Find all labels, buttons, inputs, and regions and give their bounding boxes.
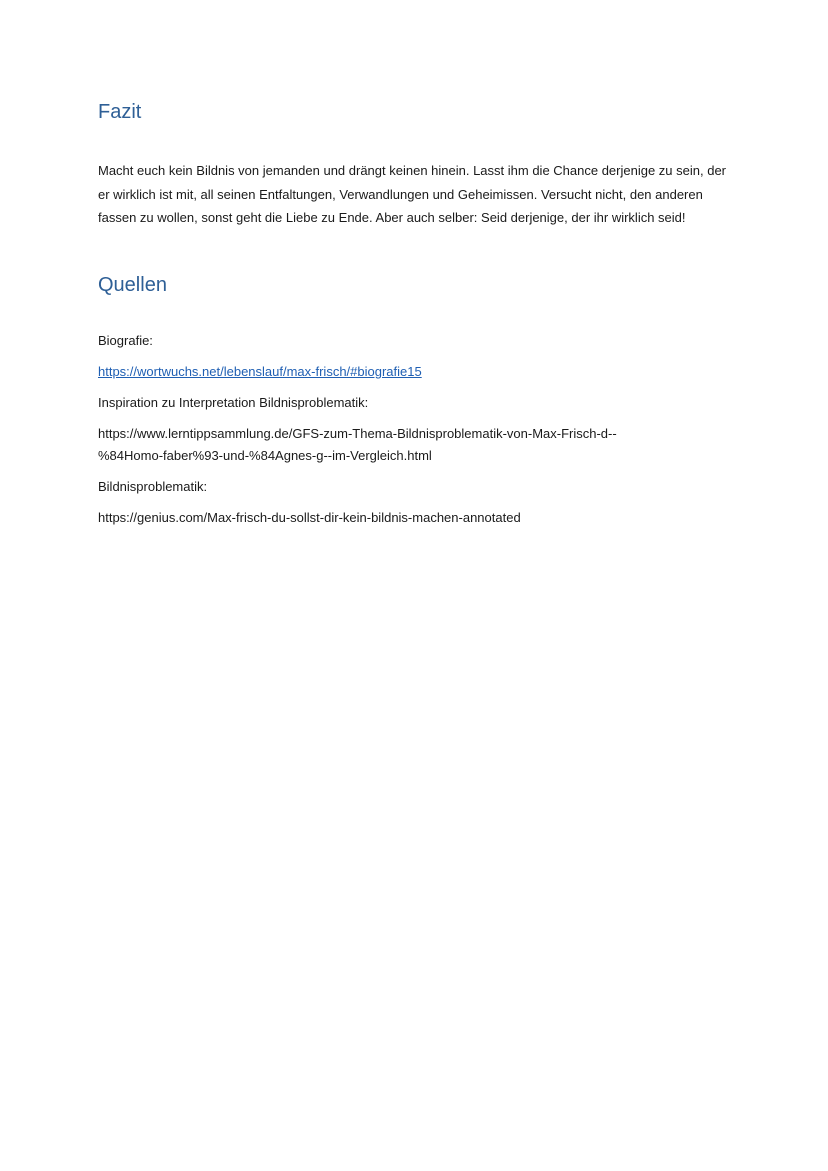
inspiration-url-line2: %84Homo-faber%93-und-%84Agnes-g--im-Vergleich.html xyxy=(98,447,432,463)
fazit-heading: Fazit xyxy=(98,101,142,123)
bildnis-url: https://genius.com/Max-frisch-du-sollst-dir-kein-bildnis-machen-annotated xyxy=(98,509,521,525)
biografie-link[interactable]: https://wortwuchs.net/lebenslauf/max-frisch/#biografie15 xyxy=(98,363,422,379)
fazit-paragraph: Macht euch kein Bildnis von jemanden und drängt keinen hinein. Lasst ihm die Chance derjenige zu sein, der er wirklich ist mit, all seinen Entfaltungen, Verwandlungen und Geheimissen. Versucht nicht, den anderen fassen zu wollen, sonst geht die Liebe zu Ende. Aber auch selber: Seid derjenige, der ihr wirklich seid! xyxy=(98,163,726,225)
page-content xyxy=(98,98,728,538)
biografie-label: Biografie: xyxy=(98,332,153,348)
inspiration-url-line1: https://www.lerntippsammlung.de/GFS-zum-Thema-Bildnisproblematik-von-Max-Frisch-d-- xyxy=(98,425,617,441)
inspiration-label: Inspiration zu Interpretation Bildnisproblematik: xyxy=(98,394,369,410)
biografie-link-line xyxy=(98,361,728,383)
quellen-heading: Quellen xyxy=(98,273,167,296)
inspiration-url xyxy=(98,423,728,467)
bildnis-label: Bildnisproblematik: xyxy=(98,478,208,494)
